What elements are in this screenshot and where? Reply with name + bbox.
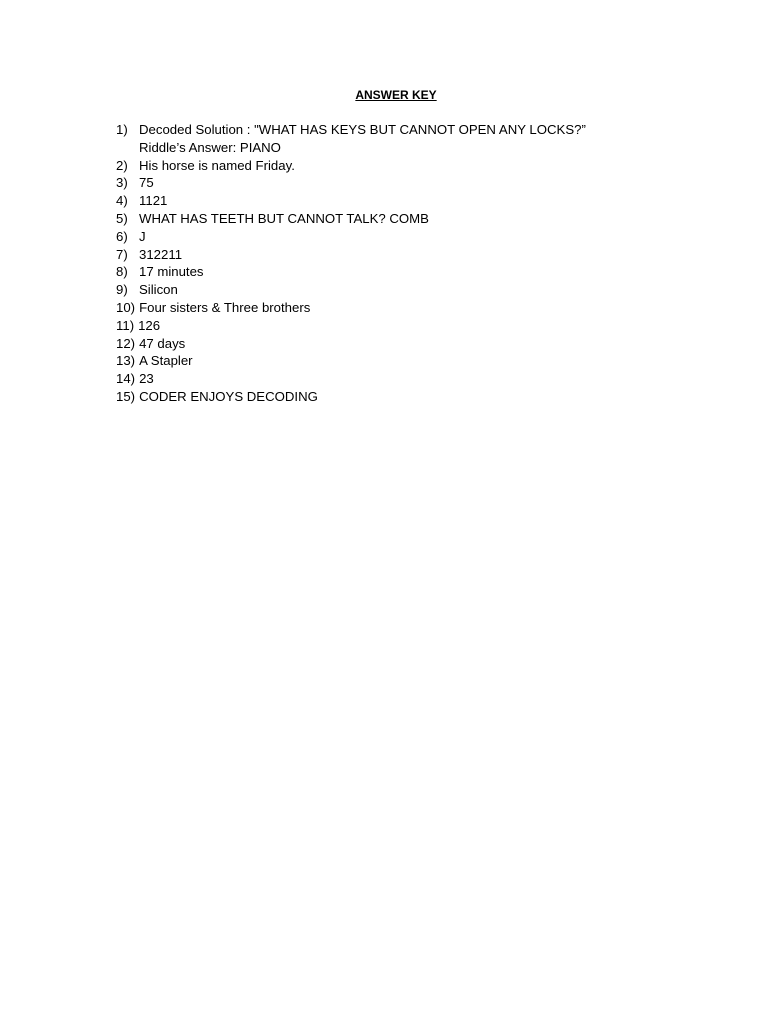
answer-text-with-number: [116, 317, 586, 335]
page-title: ANSWER KEY: [355, 88, 437, 102]
answer-text-with-number: [116, 370, 586, 388]
answer-number: 6): [116, 228, 128, 244]
answer-item-1: [116, 121, 586, 157]
answer-text: 75: [139, 175, 154, 191]
answer-text-with-number: [116, 352, 586, 370]
answer-text-with-number: [116, 388, 586, 406]
answer-list: [116, 121, 586, 406]
answer-text: Decoded Solution : "WHAT HAS KEYS BUT CANNOT OPEN ANY LOCKS?”: [139, 122, 586, 137]
answer-text: Riddle’s Answer: PIANO: [139, 139, 281, 155]
answer-number: 8): [116, 264, 128, 280]
answer-text: J: [139, 228, 146, 244]
answer-item-2: [116, 157, 586, 175]
answer-text: 17 minutes: [139, 264, 204, 280]
answer-number: 5): [116, 210, 128, 226]
answer-text: Four sisters & Three brothers: [139, 299, 311, 315]
answer-number: 4): [116, 193, 128, 209]
answer-text: A Stapler: [139, 353, 193, 369]
answer-item-13: [116, 352, 586, 370]
answer-item-14: [116, 370, 586, 388]
answer-item-10: [116, 299, 586, 317]
answer-item-12: [116, 335, 586, 353]
answer-number: 14): [116, 371, 136, 387]
answer-number: 1): [116, 122, 128, 137]
answer-item-8: [116, 263, 586, 281]
answer-number: 3): [116, 175, 128, 191]
answer-item-4: [116, 192, 586, 210]
answer-text: 312211: [139, 246, 183, 262]
answer-text: 23: [139, 371, 154, 387]
answer-text: 47 days: [139, 335, 186, 351]
answer-number: 10): [116, 299, 136, 315]
answer-text: CODER ENJOYS DECODING: [139, 388, 318, 404]
answer-number: 7): [116, 246, 128, 262]
answer-number: 11): [116, 317, 135, 333]
answer-text: Silicon: [139, 282, 178, 298]
answer-text: WHAT HAS TEETH BUT CANNOT TALK? COMB: [139, 210, 429, 226]
answer-item-9: [116, 281, 586, 299]
answer-number: 15): [116, 388, 136, 404]
answer-item-5: [116, 210, 586, 228]
answer-item-3: [116, 174, 586, 192]
answer-item-6: [116, 228, 586, 246]
answer-number: 2): [116, 157, 128, 173]
answer-text-with-number: [116, 335, 586, 353]
answer-item-15: [116, 388, 586, 406]
answer-item-7: [116, 246, 586, 264]
answer-text: 1121: [139, 193, 168, 209]
answer-number: 13): [116, 353, 136, 369]
answer-text: His horse is named Friday.: [139, 157, 295, 173]
answer-item-11: [116, 317, 586, 335]
answer-number: 12): [116, 335, 136, 351]
answer-text: 126: [138, 317, 161, 333]
answer-text-with-number: [116, 299, 586, 317]
answer-number: 9): [116, 282, 128, 298]
